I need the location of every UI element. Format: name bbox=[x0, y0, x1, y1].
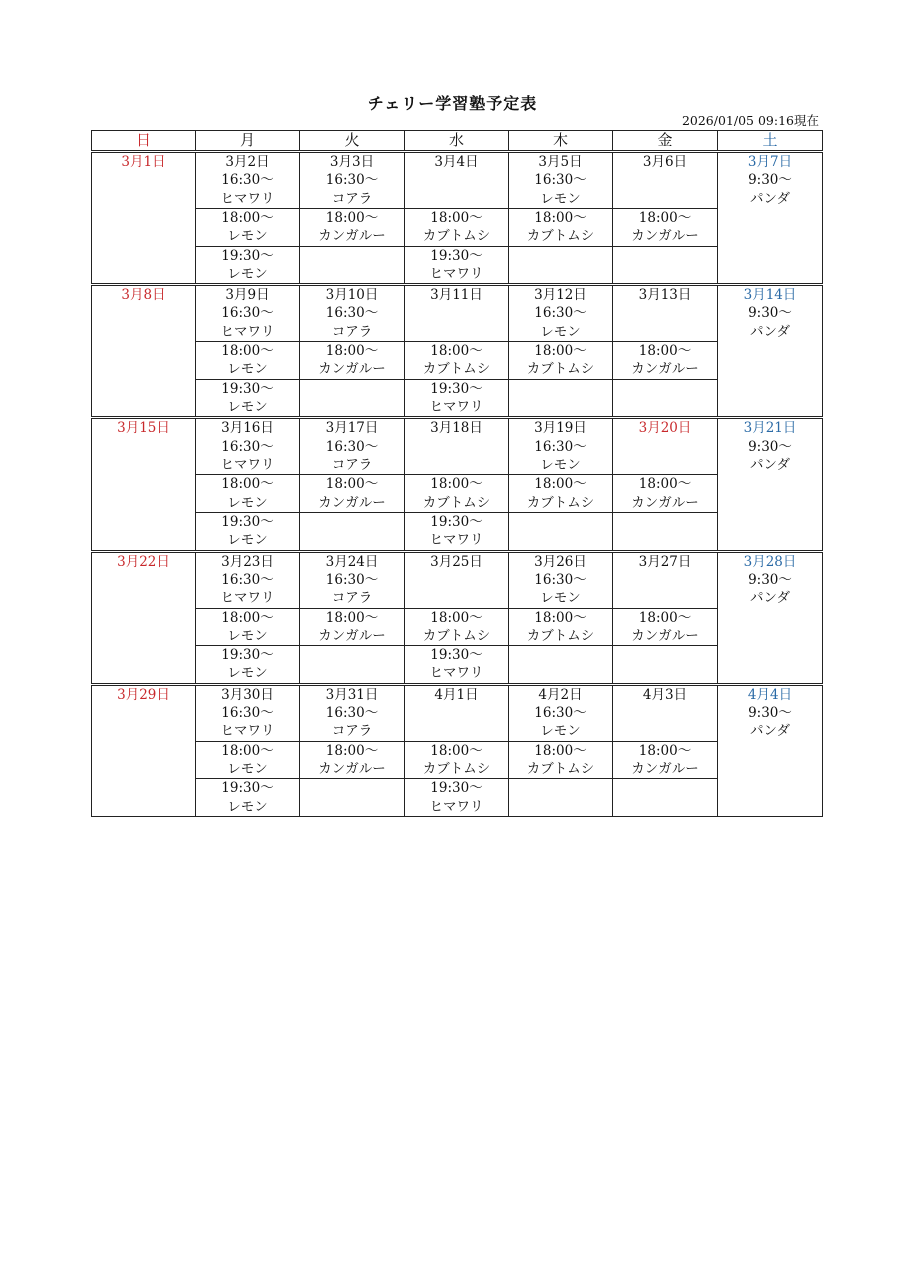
class-name: カブトムシ bbox=[526, 627, 595, 644]
date-label: 3月5日 bbox=[538, 154, 583, 170]
class-time: 9:30〜 bbox=[748, 305, 792, 322]
date-label: 3月12日 bbox=[534, 287, 587, 304]
date-label: 3月13日 bbox=[638, 287, 692, 304]
week-2-row-1 bbox=[92, 285, 823, 342]
class-name: レモン bbox=[227, 399, 268, 416]
week-4-row-1 bbox=[92, 551, 823, 608]
page-title: チェリー学習塾予定表 bbox=[367, 94, 538, 113]
date-label: 3月22日 bbox=[117, 553, 170, 570]
date-label: 4月2日 bbox=[538, 686, 583, 703]
class-time: 18:00〜 bbox=[638, 343, 692, 360]
class-time: 18:00〜 bbox=[325, 476, 379, 493]
slot-cell-thu bbox=[509, 418, 613, 475]
class-name: レモン bbox=[540, 590, 581, 607]
slot-cell-wed bbox=[405, 246, 509, 285]
class-time: 18:00〜 bbox=[221, 343, 274, 360]
slot-cell-mon bbox=[196, 285, 300, 342]
week-3-row-2 bbox=[92, 475, 823, 513]
slot-cell-wed bbox=[405, 741, 509, 779]
class-time: 16:30〜 bbox=[221, 571, 274, 588]
slot-cell-tue bbox=[300, 512, 405, 551]
class-time: 19:30〜 bbox=[430, 247, 483, 264]
slot-cell-fri bbox=[613, 684, 718, 741]
slot-cell-thu bbox=[509, 342, 613, 380]
date-label: 3月27日 bbox=[638, 553, 692, 570]
slot-cell-wed bbox=[405, 418, 509, 475]
class-time: 18:00〜 bbox=[430, 476, 483, 493]
slot-cell-fri bbox=[613, 285, 718, 342]
slot-cell-wed bbox=[405, 684, 509, 741]
class-time: 18:00〜 bbox=[221, 609, 274, 626]
class-time: 16:30〜 bbox=[325, 705, 379, 722]
slot-cell-tue bbox=[300, 741, 405, 779]
date-label: 3月30日 bbox=[221, 686, 274, 703]
slot-cell-tue bbox=[300, 608, 405, 646]
class-time: 18:00〜 bbox=[430, 609, 483, 626]
slot-cell-fri bbox=[613, 779, 718, 817]
class-name: コアラ bbox=[331, 323, 373, 340]
class-name: レモン bbox=[227, 265, 268, 282]
weekday-header-sat: 土 bbox=[718, 131, 823, 152]
class-time: 18:00〜 bbox=[638, 609, 692, 626]
class-time: 16:30〜 bbox=[325, 571, 379, 588]
date-label: 3月2日 bbox=[225, 154, 270, 170]
day-cell-sunday bbox=[92, 418, 196, 551]
class-name: カブトムシ bbox=[422, 361, 491, 378]
class-name: カンガルー bbox=[318, 228, 386, 245]
slot-cell-thu bbox=[509, 608, 613, 646]
slot-cell-fri bbox=[613, 608, 718, 646]
day-cell-sunday bbox=[92, 285, 196, 418]
slot-cell-mon bbox=[196, 246, 300, 285]
slot-cell-tue bbox=[300, 684, 405, 741]
updated-timestamp: 2026/01/05 09:16現在 bbox=[681, 113, 819, 128]
slot-cell-thu bbox=[509, 152, 613, 209]
slot-cell-mon bbox=[196, 551, 300, 608]
date-label: 3月20日 bbox=[638, 420, 692, 437]
slot-cell-wed bbox=[405, 779, 509, 817]
slot-cell-mon bbox=[196, 608, 300, 646]
slot-cell-tue bbox=[300, 342, 405, 380]
date-label: 3月29日 bbox=[117, 686, 170, 703]
slot-cell-thu bbox=[509, 551, 613, 608]
week-2-row-2 bbox=[92, 342, 823, 380]
week-4-row-2 bbox=[92, 608, 823, 646]
class-name: ヒマワリ bbox=[220, 323, 275, 340]
class-name: カブトムシ bbox=[422, 228, 491, 245]
class-time: 9:30〜 bbox=[748, 172, 792, 189]
date-label: 3月14日 bbox=[743, 287, 797, 304]
class-name: コアラ bbox=[331, 456, 373, 473]
slot-cell-tue bbox=[300, 646, 405, 685]
date-label: 3月31日 bbox=[325, 686, 379, 703]
day-cell-sunday bbox=[92, 551, 196, 684]
class-name: ヒマワリ bbox=[429, 265, 484, 282]
class-name: パンダ bbox=[750, 323, 790, 340]
slot-cell-tue bbox=[300, 285, 405, 342]
slot-cell-wed bbox=[405, 608, 509, 646]
class-time: 18:00〜 bbox=[638, 742, 692, 759]
weekday-header-tue: 火 bbox=[300, 131, 405, 152]
slot-cell-fri bbox=[613, 342, 718, 380]
date-label: 4月1日 bbox=[434, 686, 479, 703]
slot-cell-fri bbox=[613, 475, 718, 513]
class-time: 18:00〜 bbox=[534, 210, 587, 226]
slot-cell-mon bbox=[196, 418, 300, 475]
class-time: 16:30〜 bbox=[221, 705, 274, 722]
week-5-row-1 bbox=[92, 684, 823, 741]
class-time: 19:30〜 bbox=[221, 647, 274, 664]
class-name: カンガルー bbox=[318, 361, 386, 378]
slot-cell-fri bbox=[613, 152, 718, 209]
class-time: 16:30〜 bbox=[221, 172, 274, 189]
day-cell-sunday bbox=[92, 684, 196, 816]
slot-cell-thu bbox=[509, 209, 613, 247]
class-name: ヒマワリ bbox=[429, 798, 484, 815]
slot-cell-mon bbox=[196, 342, 300, 380]
class-time: 18:00〜 bbox=[221, 742, 274, 759]
date-label: 3月19日 bbox=[534, 420, 587, 437]
class-time: 16:30〜 bbox=[325, 438, 379, 455]
class-time: 9:30〜 bbox=[748, 438, 792, 455]
date-label: 3月3日 bbox=[329, 154, 375, 170]
day-cell-sunday bbox=[92, 152, 196, 285]
class-name: コアラ bbox=[331, 723, 373, 740]
class-name: コアラ bbox=[331, 190, 373, 207]
slot-cell-fri bbox=[613, 512, 718, 551]
weekday-header-row bbox=[92, 131, 823, 152]
slot-cell-mon bbox=[196, 741, 300, 779]
class-name: カブトムシ bbox=[422, 627, 491, 644]
class-time: 19:30〜 bbox=[430, 780, 483, 797]
slot-cell-tue bbox=[300, 779, 405, 817]
slot-cell-thu bbox=[509, 512, 613, 551]
class-time: 16:30〜 bbox=[534, 571, 587, 588]
date-label: 3月1日 bbox=[121, 154, 166, 170]
date-label: 3月21日 bbox=[743, 420, 797, 437]
date-label: 3月28日 bbox=[743, 553, 797, 570]
slot-cell-mon bbox=[196, 512, 300, 551]
class-time: 18:00〜 bbox=[430, 742, 483, 759]
slot-cell-thu bbox=[509, 475, 613, 513]
date-label: 3月25日 bbox=[430, 553, 483, 570]
class-time: 19:30〜 bbox=[430, 380, 483, 397]
date-label: 3月11日 bbox=[430, 287, 483, 304]
class-name: カンガルー bbox=[631, 627, 699, 644]
slot-cell-wed bbox=[405, 475, 509, 513]
class-time: 16:30〜 bbox=[325, 172, 379, 189]
date-label: 3月9日 bbox=[225, 287, 270, 304]
slot-cell-tue bbox=[300, 379, 405, 418]
class-time: 19:30〜 bbox=[221, 780, 274, 797]
weekday-header-thu: 木 bbox=[509, 131, 613, 152]
slot-cell-thu bbox=[509, 741, 613, 779]
class-name: カンガルー bbox=[631, 494, 699, 511]
class-name: レモン bbox=[227, 665, 268, 682]
slot-cell-wed bbox=[405, 285, 509, 342]
class-name: レモン bbox=[540, 456, 581, 473]
class-time: 18:00〜 bbox=[325, 343, 379, 360]
class-time: 16:30〜 bbox=[534, 438, 587, 455]
slot-cell-fri bbox=[613, 418, 718, 475]
week-5-row-2 bbox=[92, 741, 823, 779]
class-time: 18:00〜 bbox=[325, 609, 379, 626]
date-label: 3月17日 bbox=[325, 420, 379, 437]
class-name: レモン bbox=[227, 627, 268, 644]
class-name: パンダ bbox=[750, 456, 790, 473]
day-cell-saturday bbox=[718, 285, 823, 418]
slot-cell-mon bbox=[196, 475, 300, 513]
slot-cell-wed bbox=[405, 209, 509, 247]
class-time: 16:30〜 bbox=[534, 172, 587, 189]
slot-cell-fri bbox=[613, 646, 718, 685]
class-time: 18:00〜 bbox=[221, 476, 274, 493]
class-name: カブトムシ bbox=[422, 761, 491, 778]
date-label: 4月3日 bbox=[642, 686, 688, 703]
class-time: 9:30〜 bbox=[748, 705, 792, 722]
week-1-row-1 bbox=[92, 152, 823, 209]
slot-cell-fri bbox=[613, 379, 718, 418]
class-time: 18:00〜 bbox=[534, 742, 587, 759]
slot-cell-tue bbox=[300, 551, 405, 608]
slot-cell-tue bbox=[300, 475, 405, 513]
slot-cell-tue bbox=[300, 246, 405, 285]
class-time: 18:00〜 bbox=[430, 210, 483, 226]
slot-cell-wed bbox=[405, 379, 509, 418]
slot-cell-thu bbox=[509, 379, 613, 418]
class-time: 18:00〜 bbox=[534, 609, 587, 626]
slot-cell-fri bbox=[613, 209, 718, 247]
class-time: 16:30〜 bbox=[534, 305, 587, 322]
week-5-row-3 bbox=[92, 779, 823, 817]
class-name: パンダ bbox=[750, 590, 790, 607]
weekday-header-fri: 金 bbox=[613, 131, 718, 152]
class-name: ヒマワリ bbox=[429, 665, 484, 682]
slot-cell-fri bbox=[613, 741, 718, 779]
weekday-header-mon: 月 bbox=[196, 131, 300, 152]
class-time: 18:00〜 bbox=[325, 210, 379, 226]
slot-cell-mon bbox=[196, 152, 300, 209]
class-time: 18:00〜 bbox=[221, 210, 274, 226]
class-time: 18:00〜 bbox=[430, 343, 483, 360]
date-label: 4月4日 bbox=[747, 686, 793, 703]
slot-cell-wed bbox=[405, 551, 509, 608]
week-2-row-3 bbox=[92, 379, 823, 418]
weekday-header-sun: 日 bbox=[92, 131, 196, 152]
date-label: 3月8日 bbox=[121, 287, 166, 304]
slot-cell-mon bbox=[196, 684, 300, 741]
slot-cell-thu bbox=[509, 646, 613, 685]
class-time: 18:00〜 bbox=[638, 476, 692, 493]
slot-cell-fri bbox=[613, 246, 718, 285]
class-name: レモン bbox=[227, 494, 268, 511]
day-cell-saturday bbox=[718, 551, 823, 684]
weekday-header-wed: 水 bbox=[405, 131, 509, 152]
date-label: 3月18日 bbox=[430, 420, 483, 437]
class-name: カブトムシ bbox=[526, 228, 595, 245]
slot-cell-tue bbox=[300, 418, 405, 475]
slot-cell-thu bbox=[509, 684, 613, 741]
week-3-row-1 bbox=[92, 418, 823, 475]
class-name: カブトムシ bbox=[526, 361, 595, 378]
class-name: レモン bbox=[227, 798, 268, 815]
class-time: 16:30〜 bbox=[221, 305, 274, 322]
slot-cell-mon bbox=[196, 209, 300, 247]
slot-cell-mon bbox=[196, 779, 300, 817]
class-name: レモン bbox=[540, 190, 581, 207]
date-label: 3月16日 bbox=[221, 420, 274, 437]
class-name: レモン bbox=[227, 761, 268, 778]
class-time: 18:00〜 bbox=[534, 476, 587, 493]
schedule-table bbox=[91, 130, 823, 817]
class-name: コアラ bbox=[331, 590, 373, 607]
day-cell-saturday bbox=[718, 152, 823, 285]
class-name: カブトムシ bbox=[526, 494, 595, 511]
slot-cell-tue bbox=[300, 152, 405, 209]
class-name: カブトムシ bbox=[422, 494, 491, 511]
date-label: 3月6日 bbox=[642, 154, 688, 170]
date-label: 3月23日 bbox=[221, 553, 274, 570]
class-name: カンガルー bbox=[631, 228, 699, 245]
class-time: 19:30〜 bbox=[221, 380, 274, 397]
class-name: パンダ bbox=[750, 190, 790, 207]
week-4-row-3 bbox=[92, 646, 823, 685]
day-cell-saturday bbox=[718, 418, 823, 551]
class-name: ヒマワリ bbox=[429, 532, 484, 549]
date-label: 3月24日 bbox=[325, 553, 379, 570]
class-time: 9:30〜 bbox=[748, 571, 792, 588]
schedule-body bbox=[92, 152, 823, 817]
slot-cell-tue bbox=[300, 209, 405, 247]
class-time: 18:00〜 bbox=[534, 343, 587, 360]
class-name: レモン bbox=[540, 723, 581, 740]
class-name: レモン bbox=[227, 532, 268, 549]
class-time: 18:00〜 bbox=[325, 742, 379, 759]
date-label: 3月10日 bbox=[325, 287, 379, 304]
class-name: カンガルー bbox=[631, 761, 699, 778]
class-name: カンガルー bbox=[631, 361, 699, 378]
class-time: 16:30〜 bbox=[325, 305, 379, 322]
slot-cell-wed bbox=[405, 646, 509, 685]
class-time: 16:30〜 bbox=[534, 705, 587, 722]
class-time: 19:30〜 bbox=[221, 247, 274, 264]
slot-cell-wed bbox=[405, 152, 509, 209]
slot-cell-thu bbox=[509, 246, 613, 285]
slot-cell-mon bbox=[196, 646, 300, 685]
date-label: 3月15日 bbox=[117, 420, 170, 437]
class-time: 19:30〜 bbox=[430, 513, 483, 530]
class-time: 19:30〜 bbox=[221, 513, 274, 530]
week-1-row-2 bbox=[92, 209, 823, 247]
slot-cell-wed bbox=[405, 512, 509, 551]
class-name: ヒマワリ bbox=[429, 399, 484, 416]
slot-cell-thu bbox=[509, 285, 613, 342]
day-cell-saturday bbox=[718, 684, 823, 816]
class-time: 18:00〜 bbox=[638, 210, 692, 226]
class-name: カンガルー bbox=[318, 494, 386, 511]
slot-cell-mon bbox=[196, 379, 300, 418]
class-name: ヒマワリ bbox=[220, 190, 275, 207]
date-label: 3月4日 bbox=[434, 154, 479, 170]
class-name: カンガルー bbox=[318, 761, 386, 778]
class-name: パンダ bbox=[750, 723, 790, 740]
slot-cell-wed bbox=[405, 342, 509, 380]
class-name: レモン bbox=[540, 323, 581, 340]
class-name: ヒマワリ bbox=[220, 590, 275, 607]
class-time: 19:30〜 bbox=[430, 647, 483, 664]
class-name: カンガルー bbox=[318, 627, 386, 644]
date-label: 3月26日 bbox=[534, 553, 587, 570]
date-label: 3月7日 bbox=[747, 154, 793, 170]
slot-cell-fri bbox=[613, 551, 718, 608]
class-name: カブトムシ bbox=[526, 761, 595, 778]
slot-cell-thu bbox=[509, 779, 613, 817]
class-name: レモン bbox=[227, 361, 268, 378]
class-name: レモン bbox=[227, 228, 268, 245]
week-3-row-3 bbox=[92, 512, 823, 551]
week-1-row-3 bbox=[92, 246, 823, 285]
class-time: 16:30〜 bbox=[221, 438, 274, 455]
class-name: ヒマワリ bbox=[220, 723, 275, 740]
class-name: ヒマワリ bbox=[220, 456, 275, 473]
